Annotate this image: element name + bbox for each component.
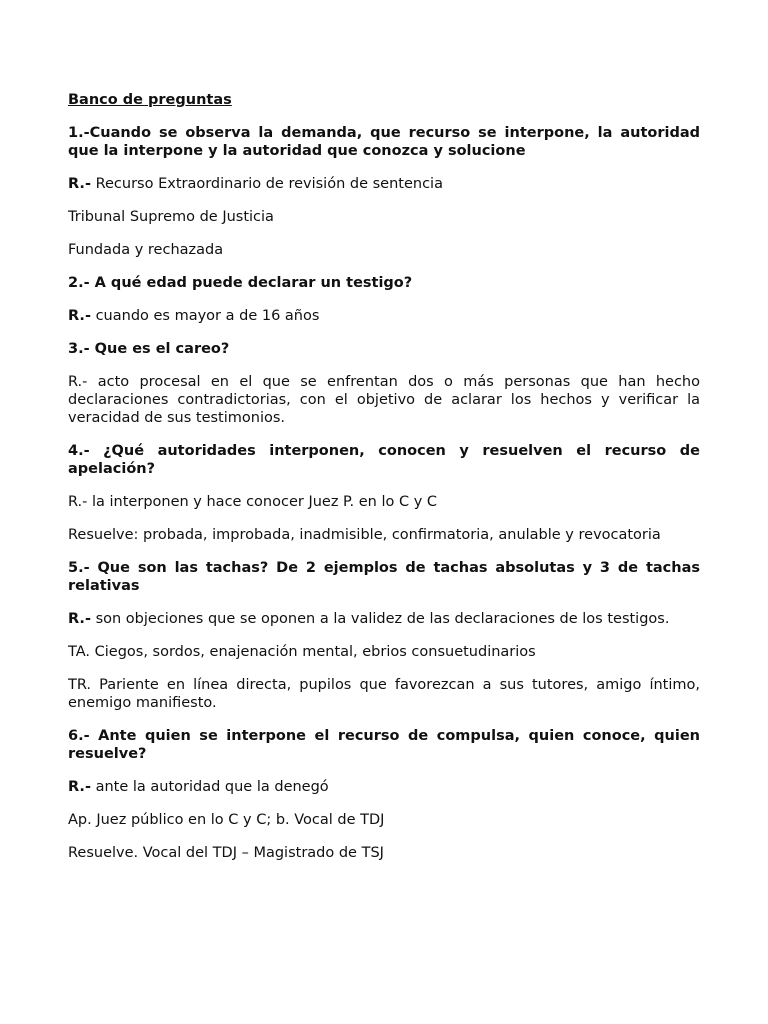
answer-4: R.- la interponen y hace conocer Juez P. en lo C y C [68, 494, 438, 510]
question-2: 2.- A qué edad puede declarar un testigo? [68, 275, 413, 291]
answer-prefix: R.- [68, 176, 91, 192]
question-1: 1.-Cuando se observa la demanda, que recurso se interpone, la autoridad que la interpone y la autoridad que conozca y solucione [68, 125, 700, 159]
answer-6-text: ante la autoridad que la denegó [95, 779, 329, 795]
answer-4-line-2: Resuelve: probada, improbada, inadmisible, confirmatoria, anulable y revocatoria [68, 527, 661, 543]
answer-1-line-3: Fundada y rechazada [68, 242, 224, 258]
question-3: 3.- Que es el careo? [68, 341, 230, 357]
question-6: 6.- Ante quien se interpone el recurso de compulsa, quien conoce, quien resuelve? [68, 728, 700, 762]
answer-3: R.- acto procesal en el que se enfrentan dos o más personas que han hecho declaraciones contradictorias, con el objetivo de aclarar los hechos y verificar la veracidad de sus testimonios. [68, 374, 700, 426]
answer-6 [68, 778, 700, 796]
document-title: Banco de preguntas [68, 92, 232, 108]
answer-5-line-3: TR. Pariente en línea directa, pupilos que favorezcan a sus tutores, amigo íntimo, enemigo manifiesto. [68, 677, 700, 711]
answer-1-text: Recurso Extraordinario de revisión de sentencia [95, 176, 443, 192]
question-5: 5.- Que son las tachas? De 2 ejemplos de tachas absolutas y 3 de tachas relativas [68, 560, 700, 594]
answer-prefix: R.- [68, 779, 91, 795]
answer-5-line-2: TA. Ciegos, sordos, enajenación mental, ebrios consuetudinarios [68, 644, 536, 660]
answer-6-line-3: Resuelve. Vocal del TDJ – Magistrado de TSJ [68, 845, 384, 861]
answer-6-line-2: Ap. Juez público en lo C y C; b. Vocal de TDJ [68, 812, 385, 828]
question-4: 4.- ¿Qué autoridades interponen, conocen y resuelven el recurso de apelación? [68, 443, 700, 477]
answer-5-text: son objeciones que se oponen a la validez de las declaraciones de los testigos. [95, 611, 670, 627]
answer-2-text: cuando es mayor a de 16 años [95, 308, 320, 324]
answer-1-line-2: Tribunal Supremo de Justicia [68, 209, 274, 225]
answer-prefix: R.- [68, 308, 91, 324]
answer-2 [68, 307, 700, 325]
answer-1 [68, 175, 700, 193]
answer-5 [68, 610, 700, 628]
document-page [68, 91, 700, 877]
answer-prefix: R.- [68, 611, 91, 627]
